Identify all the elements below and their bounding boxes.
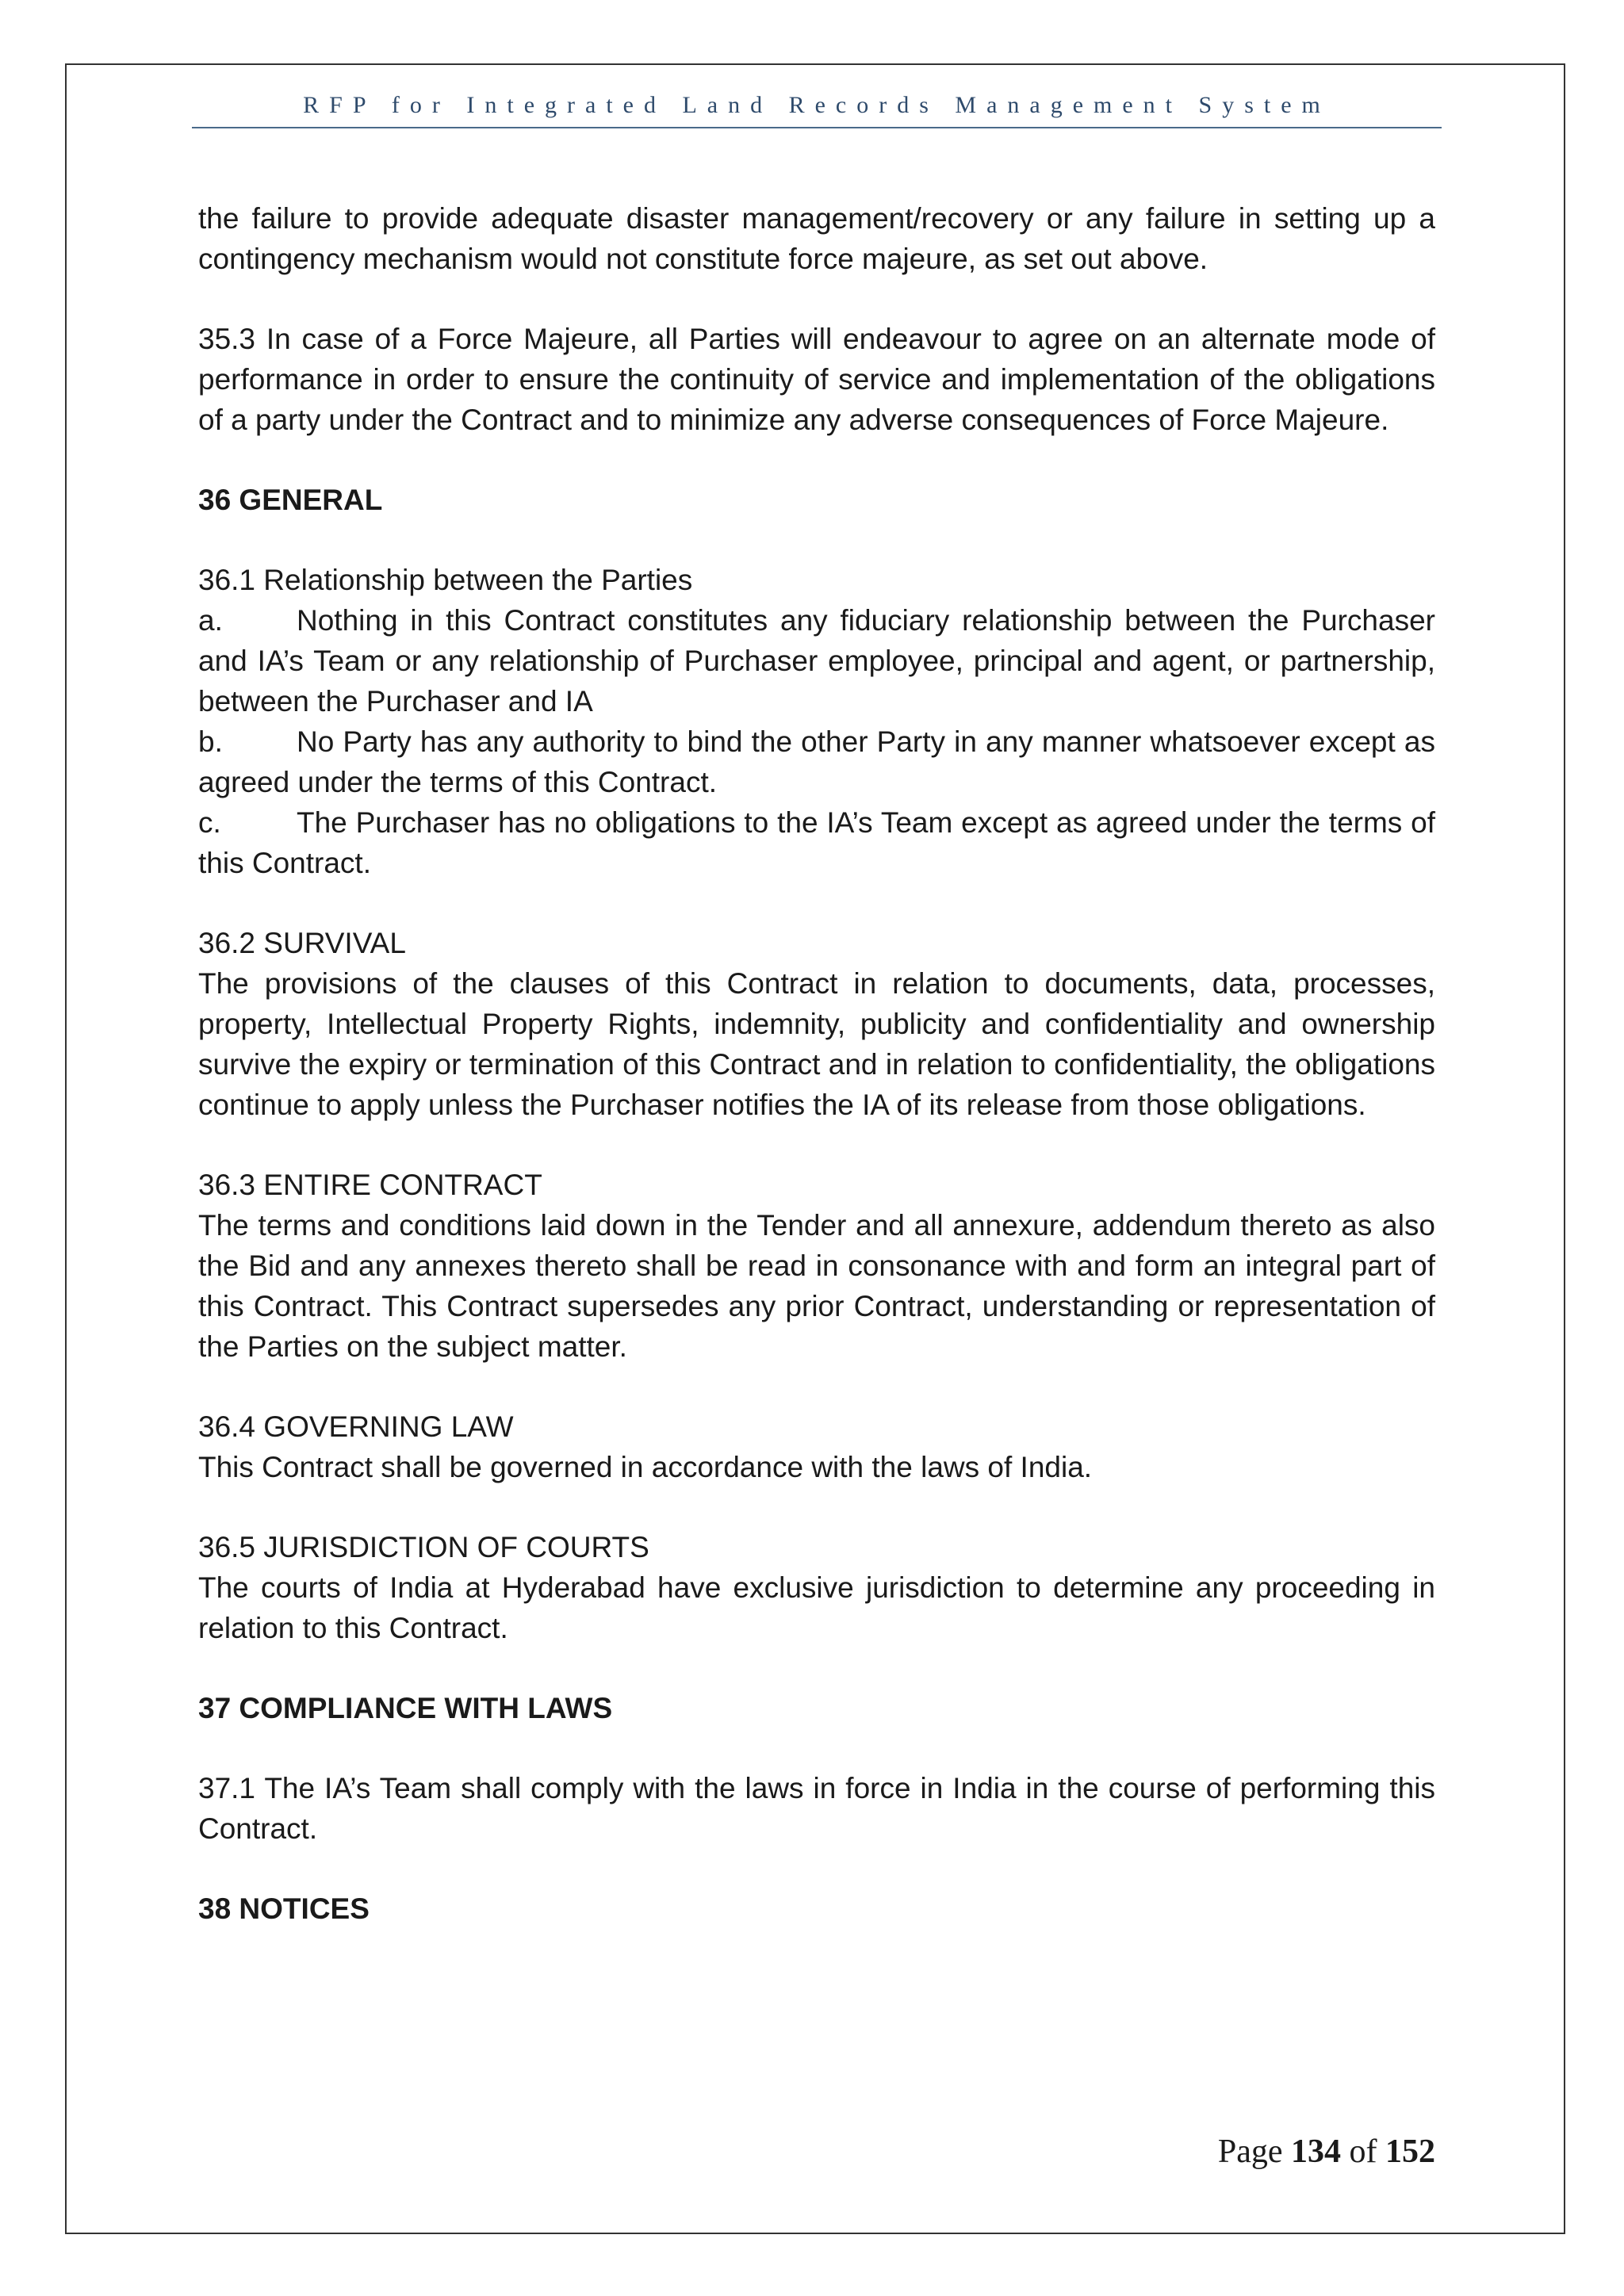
subheading-36-2: 36.2 SURVIVAL [198, 927, 406, 959]
list-item-label: a. [198, 604, 223, 637]
page-number [1218, 2133, 1435, 2171]
heading-36-general: 36 GENERAL [198, 484, 383, 516]
paragraph-36-4: This Contract shall be governed in accordance with the laws of India. [198, 1451, 1093, 1483]
heading-38-notices: 38 NOTICES [198, 1892, 370, 1925]
subheading-36-1: 36.1 Relationship between the Parties [198, 564, 693, 596]
page-current: 134 [1291, 2133, 1341, 2170]
list-item-text: The Purchaser has no obligations to the IA’s Team except as agreed under the terms of this Contract. [198, 806, 1435, 879]
subheading-36-4: 36.4 GOVERNING LAW [198, 1410, 514, 1443]
heading-37-compliance: 37 COMPLIANCE WITH LAWS [198, 1692, 613, 1724]
page-total: 152 [1385, 2133, 1435, 2170]
list-item-b [198, 721, 1435, 802]
page-header [192, 89, 1442, 128]
list-item-c [198, 802, 1435, 883]
page-separator: of [1341, 2133, 1385, 2170]
list-item-text: Nothing in this Contract constitutes any fiduciary relationship between the Purchaser and IA’s Team or any relationship of Purchaser employee, principal and agent, or partnership, between the Purchaser and IA [198, 604, 1435, 718]
list-item-text: No Party has any authority to bind the other Party in any manner whatsoever except as agreed under the terms of this Contract. [198, 725, 1435, 798]
list-item-label: b. [198, 725, 223, 758]
document-body [198, 198, 1435, 1929]
header-title: RFP for Integrated Land Records Management System [303, 92, 1331, 118]
paragraph-37-1: 37.1 The IA’s Team shall comply with the laws in force in India in the course of performing this Contract. [198, 1772, 1435, 1845]
list-item-a [198, 600, 1435, 721]
subheading-36-5: 36.5 JURISDICTION OF COURTS [198, 1531, 649, 1563]
subheading-36-3: 36.3 ENTIRE CONTRACT [198, 1169, 542, 1201]
paragraph-35-3: 35.3 In case of a Force Majeure, all Parties will endeavour to agree on an alternate mode of performance in order to ensure the continuity of service and implementation of the obligations of a party under the Contract and to minimize any adverse consequences of Force Majeure. [198, 323, 1435, 436]
page-prefix: Page [1217, 2133, 1291, 2170]
paragraph-36-2: The provisions of the clauses of this Contract in relation to documents, data, processes, property, Intellectual Property Rights, indemnity, publicity and confidentiality and ownership survive the expiry or termination of this Contract and in relation to confidentiality, the obligations continue to apply unless the Purchaser notifies the IA of its release from those obligations. [198, 967, 1435, 1121]
paragraph-36-5: The courts of India at Hyderabad have exclusive jurisdiction to determine any proceeding in relation to this Contract. [198, 1571, 1435, 1644]
paragraph-36-3: The terms and conditions laid down in the Tender and all annexure, addendum thereto as also the Bid and any annexes thereto shall be read in consonance with and form an integral part of this Contract. This Contract supersedes any prior Contract, understanding or representation of the Parties on the subject matter. [198, 1209, 1435, 1363]
paragraph-intro: the failure to provide adequate disaster management/recovery or any failure in setting up a contingency mechanism would not constitute force majeure, as set out above. [198, 202, 1435, 275]
list-item-label: c. [198, 806, 221, 839]
